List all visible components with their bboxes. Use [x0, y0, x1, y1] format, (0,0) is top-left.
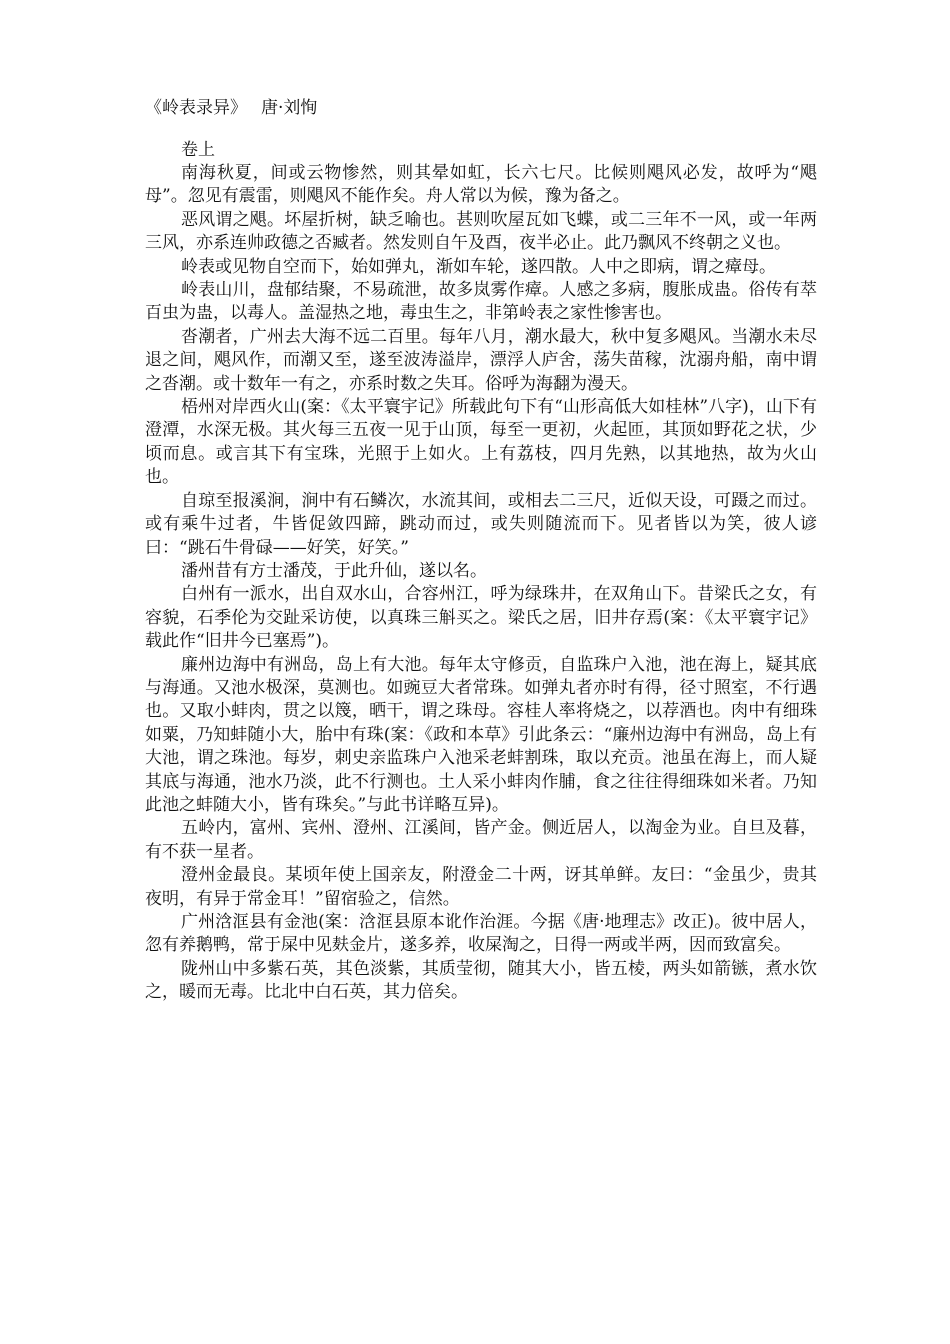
paragraph: 五岭内，富州、宾州、澄州、江溪间，皆产金。侧近居人，以淘金为业。自旦及暮，有不获一星者。	[145, 818, 817, 862]
paragraph: 澄州金最良。某顷年使上国亲友，附澄金二十两，讶其单鲜。友曰：“金虽少，贵其夜明，有异于常金耳！”留宿验之，信然。	[145, 865, 817, 909]
paragraph: 广州浛洭县有金池(案：浛洭县原本讹作治涯。今据《唐·地理志》改正)。彼中居人，忽有养鹅鸭，常于屎中见麸金片，遂多养，收屎淘之，日得一两或半两，因而致富矣。	[145, 912, 817, 956]
paragraph: 南海秋夏，间或云物惨然，则其晕如虹，长六七尺。比候则飓风必发，故呼为“飓母”。忽见有震雷，则飓风不能作矣。舟人常以为候，豫为备之。	[145, 163, 817, 207]
paragraph: 白州有一派水，出自双水山，合容州江，呼为绿珠井，在双角山下。昔梁氏之女，有容貌，石季伦为交趾采访使，以真珠三斛买之。梁氏之居，旧井存焉(案：《太平寰宇记》载此作“旧井今已塞焉”)。	[145, 584, 817, 652]
paragraph: 岭表或见物自空而下，始如弹丸，渐如车轮，遂四散。人中之即病，谓之瘴母。	[181, 256, 776, 277]
paragraph: 廉州边海中有洲岛，岛上有大池。每年太守修贡，自监珠户入池，池在海上，疑其底与海通。又池水极深，莫测也。如豌豆大者常珠。如弹丸者亦时有得，径寸照室，不行遇也。又取小蚌肉，贯之以篾，晒干，谓之珠母。容桂人率将烧之，以荐酒也。肉中有细珠如粟，乃知蚌随小大，胎中有珠(案：《政和本草》引此条云：“廉州边海中有洲岛，岛上有大池，谓之珠池。每岁，刺史亲监珠户入池采老蚌割珠，取以充贡。池虽在海上，而人疑其底与海通，池水乃淡，此不行测也。土人采小蚌肉作脯，食之往往得细珠如米者。乃知此池之蚌随大小，皆有珠矣。”与此书详略互异)。	[145, 654, 817, 815]
document-page	[145, 96, 817, 1005]
paragraph: 陇州山中多紫石英，其色淡紫，其质莹彻，随其大小，皆五棱，两头如箭镞，煮水饮之，暖而无毒。比北中白石英，其力倍矣。	[145, 958, 817, 1003]
book-title: 《岭表录异》	[145, 98, 247, 118]
author-name: 唐·刘恂	[261, 98, 318, 118]
document-header	[145, 96, 817, 120]
paragraph: 潘州昔有方士潘茂，于此升仙，遂以名。	[181, 560, 487, 581]
paragraph: 岭表山川，盘郁结聚，不易疏泄，故多岚雾作瘴。人感之多病，腹胀成蛊。俗传有萃百虫为蛊，以毒人。盖湿热之地，毒虫生之，非第岭表之家性惨害也。	[145, 280, 817, 324]
paragraph: 沓潮者，广州去大海不远二百里。每年八月，潮水最大，秋中复多飓风。当潮水未尽退之间，飓风作，而潮又至，遂至波涛溢岸，漂浮人庐舍，荡失苗稼，沈溺舟船，南中谓之沓潮。或十数年一有之，亦系时数之失耳。俗呼为海翻为漫天。	[145, 326, 817, 394]
paragraph: 自琼至报溪涧，涧中有石鳞次，水流其间，或相去二三尺，近似天设，可蹑之而过。或有乘牛过者，牛皆促敛四蹄，跳动而过，或失则随流而下。见者皆以为笑，彼人谚曰：“跳石牛骨碌——好笑，好笑。”	[145, 490, 817, 558]
paragraph: 恶风谓之飓。坏屋折树，缺乏喻也。甚则吹屋瓦如飞蝶，或二三年不一风，或一年两三风，亦系连帅政德之否臧者。然发则自午及酉，夜半必止。此乃飘风不终朝之义也。	[145, 209, 817, 254]
body-text	[145, 162, 817, 1005]
volume-heading: 卷上	[181, 140, 215, 160]
paragraph: 梧州对岸西火山(案：《太平寰宇记》所载此句下有“山形高低大如桂林”八字)，山下有澄潭，水深无极。其火每三五夜一见于山顶，每至一更初，火起匝，其顶如野花之状，少顷而息。或言其下有宝珠，光照于上如火。上有荔枝，四月先熟，以其地热，故为火山也。	[145, 397, 817, 488]
